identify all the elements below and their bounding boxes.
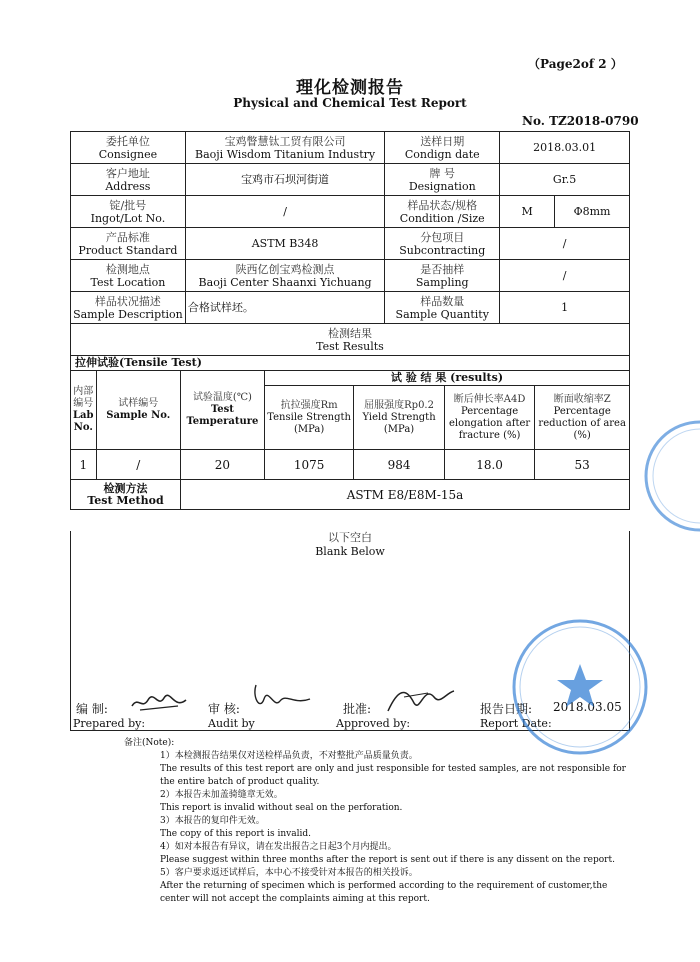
approved-signature: [384, 683, 458, 717]
designation-label: 牌 号 Designation: [385, 164, 500, 196]
size-value: Φ8mm: [555, 196, 630, 228]
page-number: （Page2of 2 ）: [528, 57, 623, 71]
lab-no-cell: 1: [71, 450, 97, 480]
subcontracting-value: /: [500, 228, 630, 260]
note-line: The results of this test report are only and just responsible for tested samples, are not responsible for: [160, 764, 626, 774]
product-standard-label: 产品标准 Product Standard: [71, 228, 186, 260]
note-line: After the returning of specimen which is performed according to the requirement of customer,the: [160, 881, 608, 891]
consignee-value: 宝鸡瞥慧钛工贸有限公司 Baoji Wisdom Titanium Industry: [185, 132, 384, 164]
company-seal-stamp: [640, 416, 700, 536]
ingot-lot-value: /: [185, 196, 384, 228]
info-row: [71, 228, 630, 260]
lab-no-header: 内部编号 Lab No.: [71, 371, 97, 450]
reduction-of-area-cell: 53: [535, 450, 630, 480]
report-title-en: Physical and Chemical Test Report: [233, 96, 467, 110]
subcontracting-label: 分包项目 Subcontracting: [385, 228, 500, 260]
info-row: [71, 164, 630, 196]
audit-label-en: Audit by: [208, 717, 255, 730]
note-line: 4）如对本报告有异议，请在发出报告之日起3个月内提出。: [160, 842, 397, 852]
sample-description-value: 合格试样坯。: [185, 292, 384, 324]
tensile-test-title: 拉伸试验(Tensile Test): [71, 356, 630, 371]
sample-info-table: [70, 131, 630, 356]
test-method-label: 检测方法 Test Method: [71, 480, 181, 510]
sample-quantity-value: 1: [500, 292, 630, 324]
note-line: the entire batch of product quality.: [160, 777, 320, 787]
frame-left-border: [70, 531, 71, 730]
sampling-label: 是否抽样 Sampling: [385, 260, 500, 292]
test-results-heading: 检测结果 Test Results: [71, 324, 630, 356]
test-location-value: 陕西亿创宝鸡检测点 Baoji Center Shaanxi Yichuang: [185, 260, 384, 292]
condign-date-label: 送样日期 Condign date: [385, 132, 500, 164]
report-date-label-cn: 报告日期:: [480, 702, 533, 716]
yield-strength-cell: 984: [354, 450, 444, 480]
prepared-label-en: Prepared by:: [73, 717, 146, 730]
sample-quantity-label: 样品数量 Sample Quantity: [385, 292, 500, 324]
condition-value: M: [500, 196, 555, 228]
report-number: No. TZ2018-0790: [522, 114, 639, 128]
note-line: 5）客户要求返还试样后，本中心不接受针对本报告的相关投诉。: [160, 868, 418, 878]
info-row: [71, 132, 630, 164]
sample-no-cell: /: [96, 450, 180, 480]
sampling-value: /: [500, 260, 630, 292]
test-location-label: 检测地点 Test Location: [71, 260, 186, 292]
prepared-underline: [73, 730, 143, 731]
results-heading-row: [71, 324, 630, 356]
address-value: 宝鸡市石坝河街道: [185, 164, 384, 196]
reduction-of-area-header: 断面收缩率Z Percentage reduction of area (%): [535, 386, 630, 450]
report-date-value: 2018.03.05: [553, 700, 622, 714]
approved-label-en: Approved by:: [336, 717, 411, 730]
sample-description-label: 样品状况描述 Sample Description: [71, 292, 186, 324]
yield-strength-header: 屈服强度Rp0.2 Yield Strength (MPa): [354, 386, 444, 450]
report-date-label-en: Report Date:: [480, 717, 552, 730]
prepared-label-cn: 编 制:: [76, 702, 108, 716]
condition-size-label: 样品状态/规格 Condition /Size: [385, 196, 500, 228]
consignee-label: 委托单位 Consignee: [71, 132, 186, 164]
info-row: [71, 196, 630, 228]
results-header: 试 验 结 果 (results): [264, 371, 629, 386]
notes-heading: 备注(Note):: [124, 738, 175, 748]
note-line: Please suggest within three months after the report is sent out if there is any dissent on the report.: [160, 855, 615, 865]
temperature-cell: 20: [181, 450, 265, 480]
notes-section: [124, 737, 650, 906]
ingot-lot-label: 锭/批号 Ingot/Lot No.: [71, 196, 186, 228]
test-method-value: ASTM E8/E8M-15a: [181, 480, 630, 510]
blank-below: 以下空白 Blank Below: [315, 531, 385, 558]
note-line: 1）本检测报告结果仅对送检样品负责，不对整批产品质量负责。: [160, 751, 418, 761]
designation-value: Gr.5: [500, 164, 630, 196]
note-line: The copy of this report is invalid.: [160, 829, 311, 839]
prepared-signature: [128, 692, 190, 714]
audit-signature: [250, 683, 320, 715]
address-label: 客户地址 Address: [71, 164, 186, 196]
note-line: 2）本报告未加盖骑缝章无效。: [160, 790, 283, 800]
test-method-row: [71, 480, 630, 510]
note-line: This report is invalid without seal on the perforation.: [160, 803, 403, 813]
info-row: [71, 260, 630, 292]
elongation-cell: 18.0: [444, 450, 535, 480]
note-line: center will not accept the complaints aiming at this report.: [160, 894, 430, 904]
inspection-seal-stamp: [505, 612, 655, 762]
info-row: [71, 292, 630, 324]
test-temperature-header: 试验温度(℃) Test Temperature: [181, 371, 265, 450]
elongation-header: 断后伸长率A4D Percentage elongation after fracture (%): [444, 386, 535, 450]
report-title-cn: 理化检测报告: [296, 78, 404, 98]
approved-label-cn: 批准:: [343, 702, 372, 716]
note-line: 3）本报告的复印件无效。: [160, 816, 265, 826]
tensile-strength-cell: 1075: [264, 450, 353, 480]
condign-date-value: 2018.03.01: [500, 132, 630, 164]
audit-label-cn: 审 核:: [208, 702, 240, 716]
tensile-strength-header: 抗拉强度Rm Tensile Strength (MPa): [264, 386, 353, 450]
tensile-test-table: [70, 355, 630, 510]
table-row: [71, 450, 630, 480]
product-standard-value: ASTM B348: [185, 228, 384, 260]
sample-no-header: 试样编号 Sample No.: [96, 371, 180, 450]
